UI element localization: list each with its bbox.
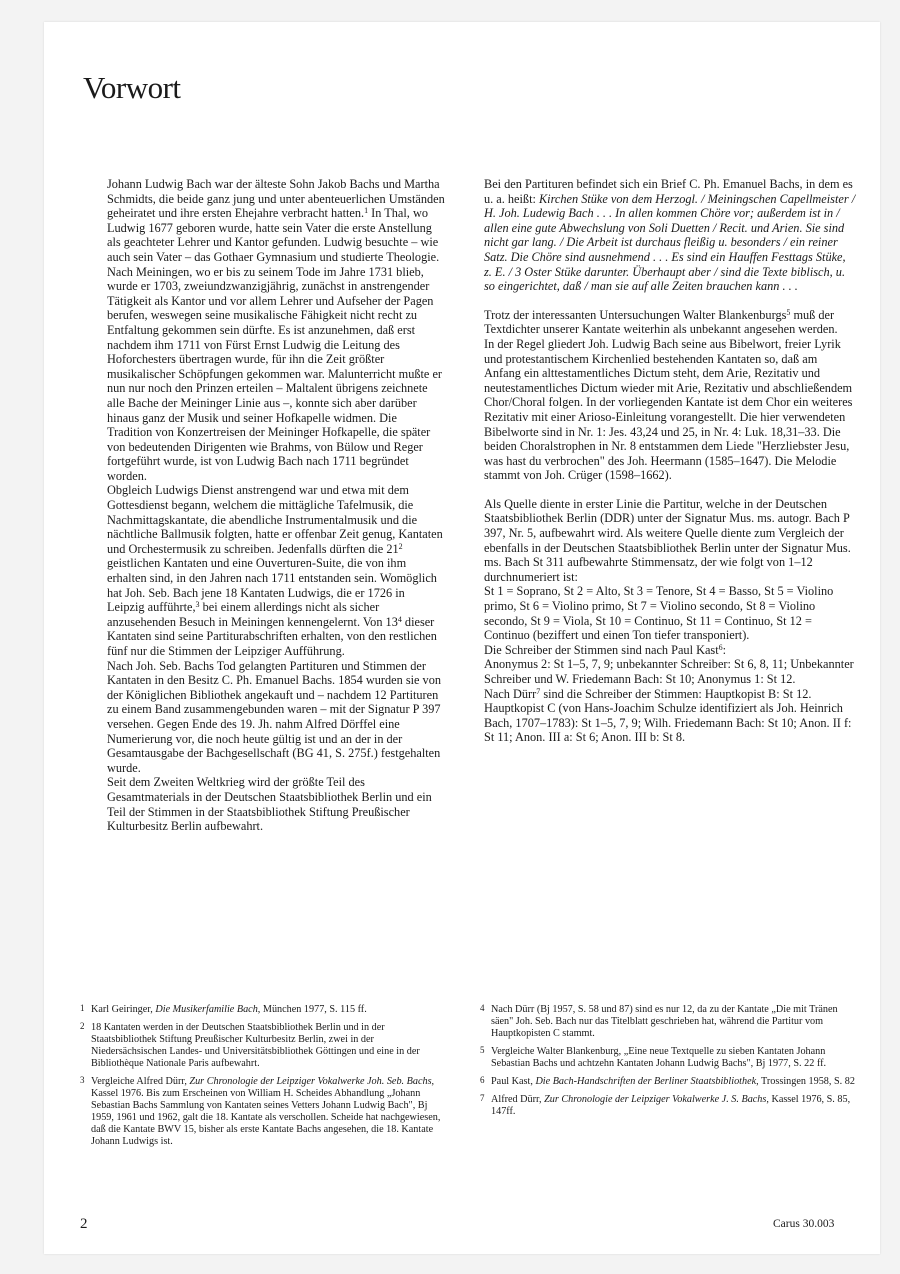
quoted-letter: Kirchen Stüke von dem Herzogl. / Meiningschen Capellmeister / H. Joh. Ludewig Bach . . . In allen kommen Chöre vor; außerdem ist in / allen eine gute Abwechslung von Soli Duetten / Recit. und Arien. Sie sind nicht gar lang. / Die Arbeit ist durchaus fleißig u. besonders / ein reiner Satz. Die Chöre sind ausnehmend . . . Es sind ein Hauffen Festtags Stüke, z. E. / 3 Oster Stüke darunter. Überhaupt aber / sind die Texte biblisch, u. so eingerichtet, daß / man sie auf alle Zeiten brauchen kann . . .: [484, 191, 856, 294]
footnote-ref[interactable]: 1: [364, 206, 369, 216]
footnote-number: 3: [80, 1075, 85, 1085]
footnote-number: 5: [480, 1045, 485, 1055]
footnote-number: 6: [480, 1075, 485, 1085]
catalog-number: Carus 30.003: [773, 1218, 835, 1230]
footnote-number: 1: [80, 1003, 85, 1013]
footnote-ref[interactable]: 7: [536, 686, 541, 696]
footnote-ref[interactable]: 4: [397, 614, 402, 624]
footnote-text: Alfred Dürr, Zur Chronologie der Leipziger Vokalwerke J. S. Bachs, Kassel 1976, S. 85, 147ff.: [491, 1094, 851, 1117]
footnote-ref[interactable]: 2: [398, 541, 403, 551]
footnote-text: Vergleiche Alfred Dürr, Zur Chronologie der Leipziger Vokalwerke Joh. Seb. Bachs, Kassel 1976. Bis zum Erscheinen von William H. Scheides Abhandlung „Johann Sebastian Bachs Sammlung von Kantaten seines Vetters Johann Ludwig Bach", Bj 1959, 1961 und 1962, galt die 18. Kantate als verschollen. Scheide hat nachgewiesen, daß die Kantate BWV 15, bisher als erste Kantate Bachs angesehen, die 18. Kantate Johann Ludwigs ist.: [91, 1076, 441, 1147]
paragraph: Seit dem Zweiten Weltkrieg wird der größte Teil des Gesamtmaterials in der Deutschen Staatsbibliothek Berlin und ein Teil der Stimmen in der Staatsbibliothek Stiftung Preußischer Kulturbesitz Berlin aufbewahrt.: [107, 775, 432, 834]
footnote-number: 2: [80, 1021, 85, 1031]
footnote-ref[interactable]: 3: [195, 600, 200, 610]
footnote: [80, 1022, 452, 1070]
paragraph: Anonymus 2: St 1–5, 7, 9; unbekannter Schreiber: St 6, 8, 11; Unbekannter Schreiber und W. Friedemann Bach: St 10; Anonymus 1: St 12.: [484, 657, 854, 686]
paragraph: Trotz der interessanten Untersuchungen Walter Blankenburgs$^5$ muß der Textdichter unserer Kantate weiterhin als unbekannt angesehen werden.: [484, 307, 838, 337]
page-number: 2: [80, 1216, 88, 1232]
footnote: [480, 1076, 860, 1088]
paragraph: Die Schreiber der Stimmen sind nach Paul Kast$^6$:: [484, 642, 727, 657]
footnote: [480, 1094, 860, 1118]
paragraph: In der Regel gliedert Joh. Ludwig Bach seine aus Bibelwort, freier Lyrik und protestantischem Kirchenlied bestehenden Kantaten so, daß am Anfang ein alttestamentliches Dictum steht, dem Arie, Rezitativ und neutestamentliches Dictum wieder mit Arie, Rezitativ und abschließendem Chor/Choral folgen. In der vorliegenden Kantate ist dem Chor ein weiteres Rezitativ mit einer Arioso-Einleitung vorangestellt. Die hier verwendeten Bibelworte sind in Nr. 1: Jes. 43,24 und 25, in Nr. 4: Luk. 18,31–33. Die beiden Choralstrophen in Nr. 8 entstammen dem Liede "Herzliebster Jesu, was hast du verbrochen" des Joh. Heermann (1585–1647). Die Melodie stammt von Joh. Crüger (1598–1662).: [484, 336, 853, 483]
footnote-ref[interactable]: 5: [786, 307, 791, 317]
paragraph: Nach Joh. Seb. Bachs Tod gelangten Partituren und Stimmen der Kantaten in den Besitz C. Ph. Emanuel Bachs. 1854 wurden sie von der Königlichen Bibliothek angekauft und – nachdem 12 Partituren zu einem Band zusammengebunden waren – mit der Signatur P 397 versehen. Gegen Ende des 19. Jh. nahm Alfred Dörffel eine Numerierung vor, die noch heute gültig ist und an der in der Gesamtausgabe der Bachgesellschaft (BG 41, S. 275f.) festgehalten wurde.: [107, 658, 442, 775]
page-title: Vorwort: [83, 70, 181, 105]
paragraph: Nach Dürr$^7$ sind die Schreiber der Stimmen: Hauptkopist B: St 12. Hauptkopist C (von Hans-Joachim Schulze identifiziert als Joh. Heinrich Bach, 1707–1783): St 1–5, 7, 9; Wilh. Friedemann Bach: St 10; Anon. II f: St 11; Anon. III a: St 6; Anon. III b: St 8.: [484, 686, 852, 745]
footnote-text: Nach Dürr (Bj 1957, S. 58 und 87) sind es nur 12, da zu der Kantate „Die mit Tränen säen" Joh. Seb. Bach nur das Titelblatt geschrieben hat, während die Partitur vom Hauptkopisten C stammt.: [491, 1004, 838, 1039]
paragraph: Als Quelle diente in erster Linie die Partitur, welche in der Deutschen Staatsbibliothek Berlin (DDR) unter der Signatur Mus. ms. autogr. Bach P 397, Nr. 5, aufbewahrt wird. Als weitere Quelle diente zum Vergleich der ebenfalls in der Deutschen Staatsbibliothek Berlin unter der Signatur Mus. ms. Bach St 311 aufbewahrte Stimmensatz, der wie folgt von 1–12 durchnumeriert ist:: [484, 496, 851, 584]
footnotes-left: [80, 1004, 452, 1154]
paragraph: Bei den Partituren befindet sich ein Brief C. Ph. Emanuel Bachs, in dem es u. a. heißt: Kirchen Stüke von dem Herzogl. / Meiningschen Capellmeister / H. Joh. Ludewig Bach . . . In allen kommen Chöre vor; außerdem ist in / allen eine gute Abwechslung von Soli Duetten / Recit. und Arien. Sie sind nicht gar lang. / Die Arbeit ist durchaus fleißig u. besonders / ein reiner Satz. Die Chöre sind ausnehmend . . . Es sind ein Hauffen Festtags Stüke, z. E. / 3 Oster Stüke darunter. Überhaupt aber / sind die Texte biblisch, u. so eingerichtet, daß / man sie auf alle Zeiten brauchen kann . . .: [484, 177, 856, 294]
footnote-text: 18 Kantaten werden in der Deutschen Staatsbibliothek Berlin und in der Staatsbibliothek Stiftung Preußischer Kulturbesitz Berlin, zwei in der Niedersächsischen Landes- und Universitätsbibliothek Göttingen und eine in der Bibliothèque Nationale Paris aufbewahrt.: [91, 1022, 420, 1069]
footnote-number: 4: [480, 1003, 485, 1013]
footnote-text: Karl Geiringer, Die Musikerfamilie Bach, München 1977, S. 115 ff.: [91, 1004, 367, 1015]
footnote: [80, 1004, 452, 1016]
footnotes-right: [480, 1004, 860, 1124]
right-column: [484, 177, 856, 745]
footnote-ref[interactable]: 6: [718, 642, 723, 652]
footnote-number: 7: [480, 1093, 485, 1103]
footnote: [480, 1046, 860, 1070]
left-column: [107, 177, 445, 834]
footnote-text: Paul Kast, Die Bach-Handschriften der Berliner Staatsbibliothek, Trossingen 1958, S. 82: [491, 1076, 855, 1087]
footnote: [480, 1004, 860, 1040]
paragraph: Johann Ludwig Bach war der älteste Sohn Jakob Bachs und Martha Schmidts, die beide ganz jung und unter abenteuerlichen Umständen geheiratet und ihre ersten Ehejahre verbracht hatten.$^1$ In Thal, wo Ludwig 1677 geboren wurde, hatte sein Vater die erste Anstellung als geachteter Lehrer und Kantor gefunden. Ludwig besuchte – wie auch sein Vater – das Gothaer Gymnasium und studierte Theologie. Nach Meiningen, wo er bis zu seinem Tode im Jahre 1731 blieb, wurde er 1703, zweiundzwanzigjährig, zunächst in anstrengender Tätigkeit als Kantor und vor allem Lehrer und Aufseher der Pagen berufen, weswegen seine musikalische Fähigkeit nicht recht zu Entfaltung gekommen sein dürfte. Es ist anzunehmen, daß erst nachdem ihm 1711 von Fürst Ernst Ludwig die Leitung des Hoforchesters übertragen wurde, für ihn die Zeit größter musikalischer Schöpfungen gekommen war. Malunterricht mußte er nun nur noch den Prinzen erteilen – Maltalent übrigens zeichnete alle Bache der Meininger Linie aus –, konnte sich aber darüber hinaus ganz der Musik und seiner Hofkapelle widmen. Die Tradition von Konzertreisen der Meininger Hofkapelle, die später von bedeutenden Dirigenten wie Brahms, von Bülow und Reger fortgeführt wurde, ist von Ludwig Bach nach 1711 begründet worden.: [107, 177, 445, 483]
footnote: [80, 1076, 452, 1148]
paragraph: Obgleich Ludwigs Dienst anstrengend war und etwa mit dem Gottesdienst begann, welchem die mittägliche Tafelmusik, die Nachmittagskantate, die abendliche Instrumentalmusik und die nächtliche Ballmusik folgten, hatte er offenbar Zeit genug, Kantaten und Orchestermusik zu schreiben. Jedenfalls dürften die $21^2$ geistlichen Kantaten und eine Ouverturen-Suite, die von ihm erhalten sind, in den Jahren nach 1711 entstanden sein. Womöglich hat Joh. Seb. Bach jene 18 Kantaten Ludwigs, die er 1726 in Leipzig aufführte,$^3$ bei einem allerdings nicht als sicher anzusehenden Besuch in Meiningen kennengelernt. Von $13^4$ dieser Kantaten sind seine Partiturabschriften erhalten, von den restlichen fünf nur die Stimmen der Leipziger Aufführung.: [107, 483, 443, 658]
paragraph: St 1 = Soprano, St 2 = Alto, St 3 = Tenore, St 4 = Basso, St 5 = Violino primo, St 6 = Violino primo, St 7 = Violino secondo, St 8 = Violino secondo, St 9 = Viola, St 10 = Continuo, St 11 = Continuo, St 12 = Continuo (beziffert und einen Ton tiefer transponiert).: [484, 584, 834, 643]
footnote-text: Vergleiche Walter Blankenburg, „Eine neue Textquelle zu sieben Kantaten Johann Sebastian Bachs und achtzehn Kantaten Johann Ludwig Bachs", Bj 1977, S. 22 ff.: [491, 1046, 827, 1069]
